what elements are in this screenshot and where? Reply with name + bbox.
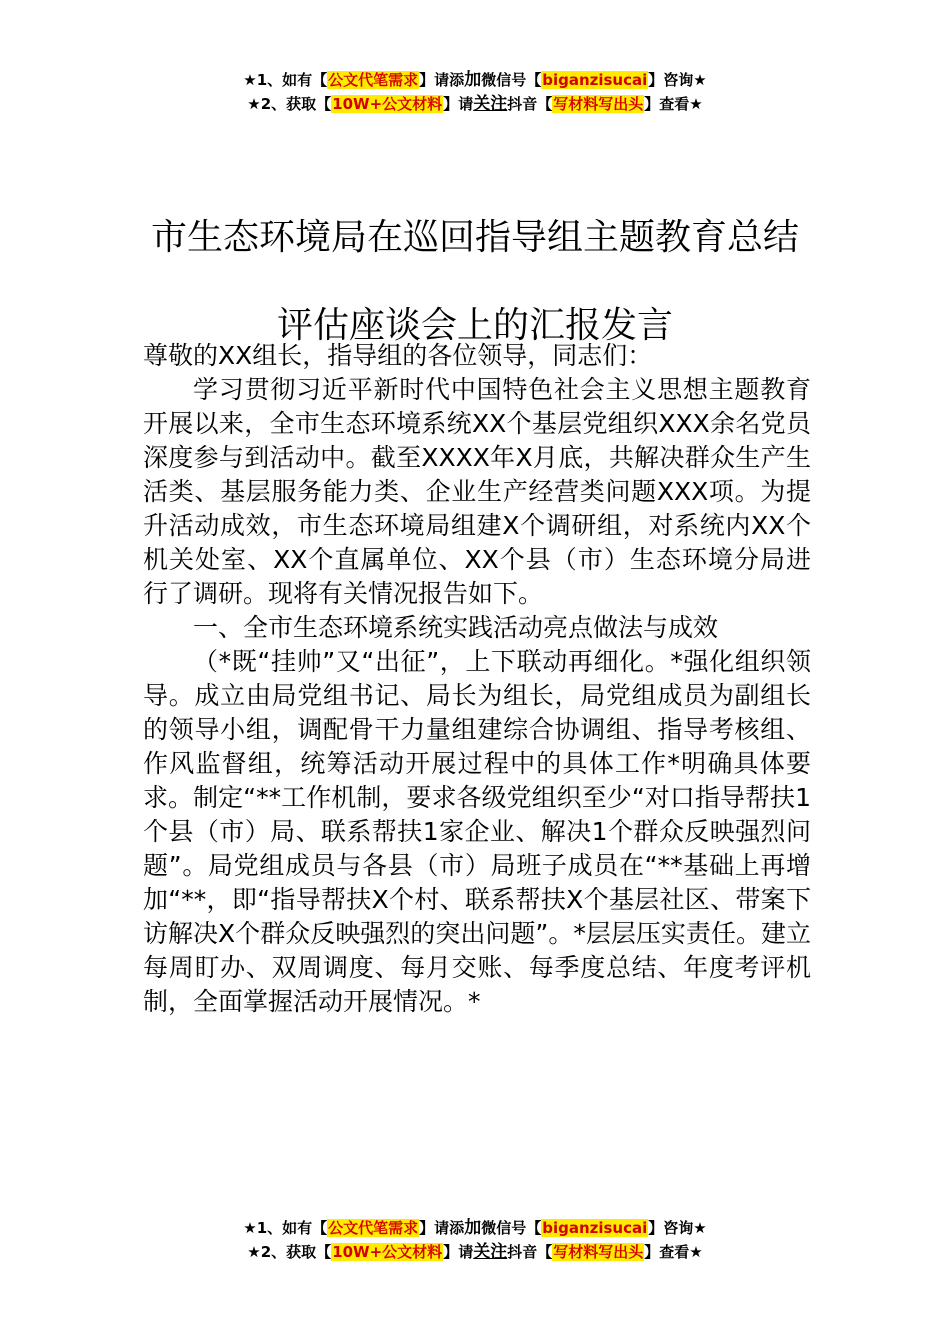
footer-promo-banner [0, 1216, 950, 1264]
highlight-wechat-id: biganzisucai [542, 1219, 648, 1237]
highlight-wechat-id: biganzisucai [542, 71, 648, 89]
promo-line-2: ★2、获取【10W+公文材料】请关注抖音【写材料写出头】查看★ [247, 94, 703, 114]
header-promo-banner [0, 68, 950, 116]
highlight-materials: 10W+公文材料 [332, 1243, 443, 1261]
highlight-douyin-account: 写材料写出头 [553, 1243, 644, 1261]
body-paragraph-intro: 学习贯彻习近平新时代中国特色社会主义思想主题教育开展以来，全市生态环境系统XX个基层党组织XXX余名党员深度参与到活动中。截至XXXX年X月底，共解决群众生产生活类、基层服务能力类、企业生产经营类问题XXX项。为提升活动成效，市生态环境局组建X个调研组，对系统内XX个机关处室、XX个直属单位、XX个县（市）生态环境分局进行了调研。现将有关情况报告如下。 [143, 375, 811, 608]
salutation: 尊敬的XX组长，指导组的各位领导，同志们： [143, 341, 653, 370]
promo-line-2: ★2、获取【10W+公文材料】请关注抖音【写材料写出头】查看★ [247, 1242, 703, 1262]
highlight-service: 公文代笔需求 [328, 71, 419, 89]
section-heading-1: 一、全市生态环境系统实践活动亮点做法与成效 [193, 613, 719, 642]
body-paragraph-measures: （*既“挂帅”又“出征”，上下联动再细化。*强化组织领导。成立由局党组书记、局长为组长，局党组成员为副组长的领导小组，调配骨干力量组建综合协调组、指导考核组、作风监督组，统筹活动开展过程中的具体工作*明确具体要求。制定“**工作机制，要求各级党组织至少“对口指导帮扶1个县（市）局、联系帮扶1家企业、解决1个群众反映强烈问题”。局党组成员与各县（市）局班子成员在“**基础上再增加“**，即“指导帮扶X个村、联系帮扶X个基层社区、带案下访解决X个群众反映强烈的突出问题”。*层层压实责任。建立每周盯办、双周调度、每月交账、每季度总结、年度考评机制，全面掌握活动开展情况。* [143, 647, 811, 1016]
highlight-service: 公文代笔需求 [328, 1219, 419, 1237]
title-line-2: 评估座谈会上的汇报发言 [276, 305, 673, 347]
document-body [143, 339, 811, 1019]
promo-line-1: ★1、如有【公文代笔需求】请添加微信号【biganzisucai】咨询★ [243, 70, 707, 90]
highlight-douyin-account: 写材料写出头 [553, 95, 644, 113]
highlight-materials: 10W+公文材料 [332, 95, 443, 113]
title-line-1: 市生态环境局在巡回指导组主题教育总结 [150, 217, 799, 259]
promo-line-1: ★1、如有【公文代笔需求】请添加微信号【biganzisucai】咨询★ [243, 1218, 707, 1238]
